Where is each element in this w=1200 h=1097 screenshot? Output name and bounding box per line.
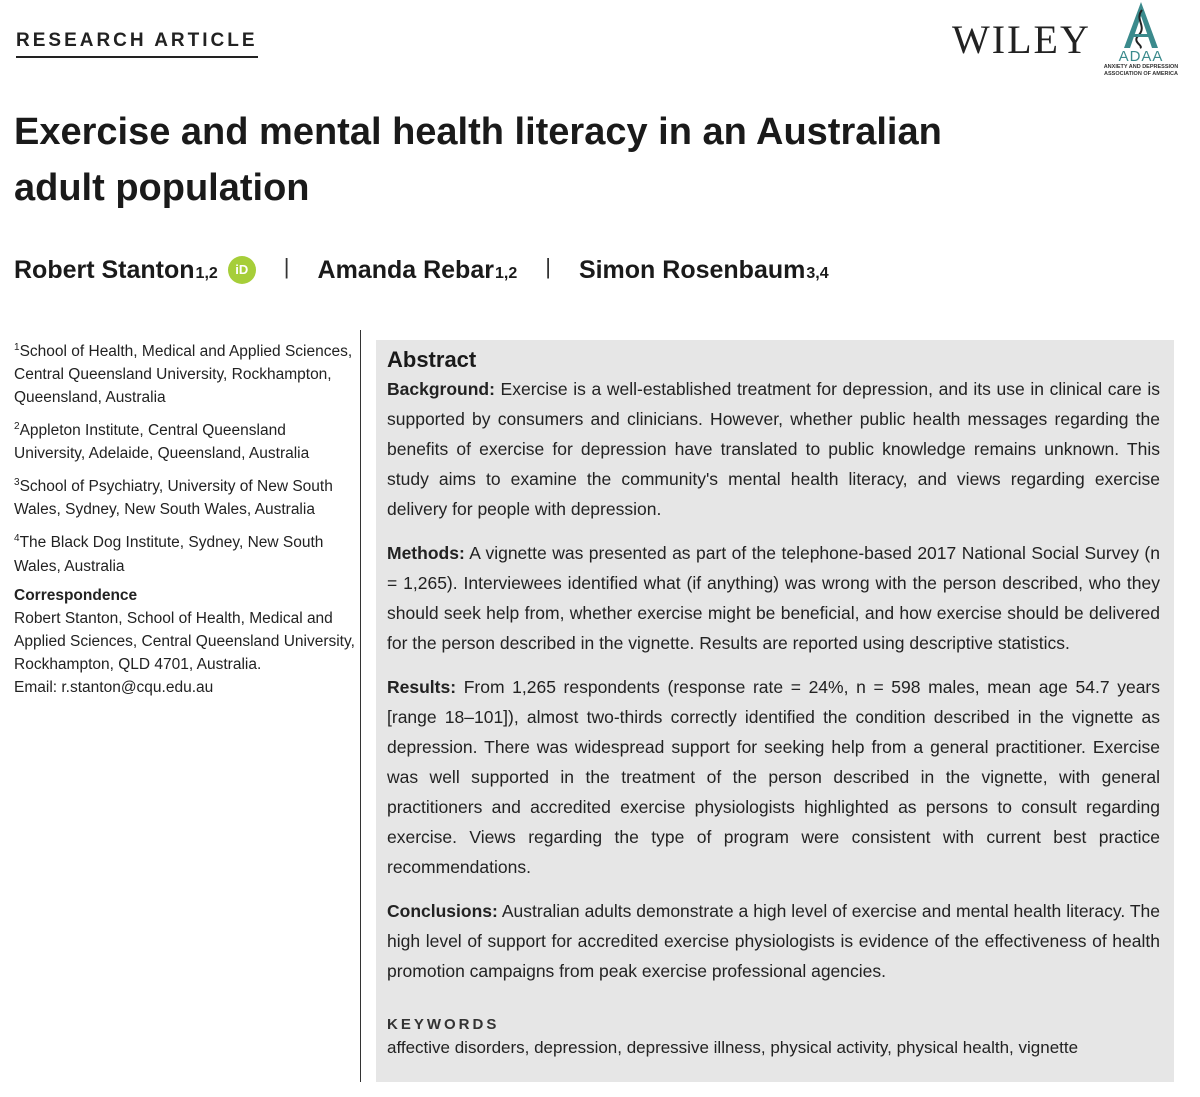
affiliation: [14, 471, 359, 521]
keywords-text: affective disorders, depression, depressive illness, physical activity, physical health, vignette: [387, 1038, 1079, 1057]
section-text: Australian adults demonstrate a high level of exercise and mental health literacy. The high level of support for accredited exercise physiologists is evidence of the effectiveness of health promotion campaigns from peak exercise professional agencies.: [387, 901, 1160, 981]
abstract-conclusions: [387, 896, 1160, 986]
author-affiliation-sup: 1,2: [494, 265, 518, 282]
abstract-results: [387, 672, 1160, 882]
society-full-name: ANXIETY AND DEPRESSION ASSOCIATION OF AMERICA: [1103, 64, 1179, 77]
abstract-box: [376, 340, 1174, 1082]
author-separator: |: [545, 254, 551, 279]
keywords-heading: KEYWORDS: [387, 1016, 500, 1033]
correspondence-text: Robert Stanton, School of Health, Medical and Applied Sciences, Central Queensland University, Rockhampton, QLD 4701, Australia.: [14, 609, 355, 673]
paper-title: Exercise and mental health literacy in an Australian adult population: [14, 111, 942, 209]
orcid-icon[interactable]: iD: [228, 256, 256, 284]
affiliation: [14, 415, 359, 465]
section-label: Results:: [387, 677, 457, 697]
section-label: RESEARCH ARTICLE: [16, 30, 258, 58]
section-label: Background:: [387, 379, 495, 399]
section-text: A vignette was presented as part of the telephone-based 2017 National Social Survey (n = 1,265). Interviewees identified what (if anything) was wrong with the person described, who they should seek help from, whether exercise might be beneficial, and how exercise should be delivered for the person described in the vignette. Results are reported using descriptive statistics.: [387, 543, 1160, 653]
abstract-background: [387, 374, 1160, 524]
affiliation-text: Appleton Institute, Central Queensland University, Adelaide, Queensland, Australia: [14, 422, 310, 463]
affiliations-column: [14, 336, 359, 699]
column-divider: [360, 330, 361, 1082]
affiliation-number: 4: [14, 533, 20, 545]
abstract-heading: Abstract: [387, 347, 477, 372]
author-name[interactable]: Simon Rosenbaum: [578, 256, 806, 284]
author-name[interactable]: Amanda Rebar: [317, 256, 494, 284]
affiliation: [14, 336, 359, 409]
correspondence-email[interactable]: Email: r.stanton@cqu.edu.au: [14, 678, 214, 696]
affiliation: [14, 527, 359, 577]
affiliation-text: School of Psychiatry, University of New South Wales, Sydney, New South Wales, Australia: [14, 478, 333, 519]
society-emblem-icon: [1096, 0, 1186, 50]
author-separator: |: [283, 254, 290, 279]
affiliation-number: 1: [14, 342, 20, 353]
author-affiliation-sup: 3,4: [806, 265, 829, 282]
affiliation-number: 3: [14, 477, 20, 489]
author-list: [14, 256, 829, 288]
affiliation-text: The Black Dog Institute, Sydney, New South Wales, Australia: [14, 534, 324, 575]
section-text: Exercise is a well-established treatment for depression, and its use in clinical care is supported by consumers and clinicians. However, whether public health messages regarding the benefits of exercise for depression have translated to public knowledge remains unknown. This study aims to examine the community's mental health literacy, and views regarding exercise delivery for people with depression.: [387, 379, 1160, 519]
affiliation-text: School of Health, Medical and Applied Sciences, Central Queensland University, Rockhampton, Queensland, Australia: [14, 343, 353, 407]
publisher-logo: WILEY: [952, 17, 1091, 62]
section-label: Methods:: [387, 543, 465, 563]
society-abbr: ADAA: [1118, 48, 1164, 65]
society-logo: [1096, 0, 1186, 90]
correspondence-heading: Correspondence: [14, 586, 138, 604]
affiliation-number: 2: [14, 421, 20, 433]
abstract-methods: [387, 538, 1160, 658]
section-label: Conclusions:: [387, 901, 498, 921]
author-name[interactable]: Robert Stanton: [14, 256, 195, 284]
author-affiliation-sup: 1,2: [195, 265, 218, 282]
section-text: From 1,265 respondents (response rate = 24%, n = 598 males, mean age 54.7 years [range 18–101]), almost two-thirds correctly identified the condition described in the vignette as depression. There was widespread support for seeking help from a general practitioner. Exercise was well supported in the treatment of the person described in the vignette, with general practitioners and accredited exercise physiologists highlighted as persons to consult regarding exercise. Views regarding the type of program were consistent with current best practice recommendations.: [387, 677, 1161, 877]
